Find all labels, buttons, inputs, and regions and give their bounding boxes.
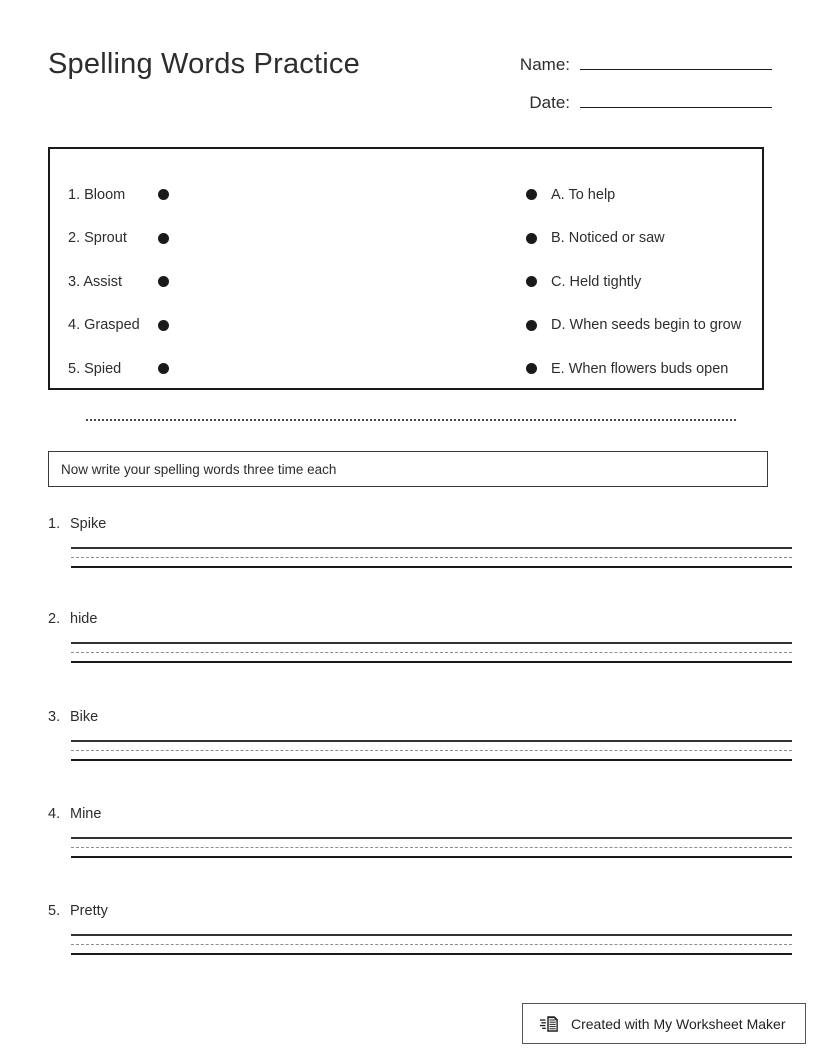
- matching-exercise-box: [48, 147, 764, 390]
- matching-term-row[interactable]: [68, 173, 169, 217]
- matching-definition-dot-icon[interactable]: [526, 233, 537, 244]
- handwriting-rules[interactable]: [71, 740, 792, 761]
- matching-definition-row[interactable]: [526, 173, 741, 217]
- practice-item-number: 5.: [48, 903, 61, 919]
- rule-line-top: [71, 547, 792, 549]
- handwriting-rules[interactable]: [71, 837, 792, 858]
- rule-line-baseline: [71, 856, 792, 858]
- name-field-row: [500, 52, 772, 75]
- handwriting-rules[interactable]: [71, 547, 792, 568]
- rule-line-midline-dashed: [71, 652, 792, 653]
- date-field-label: Date:: [529, 93, 570, 112]
- rule-line-midline-dashed: [71, 944, 792, 945]
- practice-item-number: 2.: [48, 611, 61, 627]
- rule-line-top: [71, 837, 792, 839]
- rule-line-top: [71, 934, 792, 936]
- rule-line-baseline: [71, 566, 792, 568]
- instruction-box: [48, 451, 768, 487]
- matching-term-dot-icon[interactable]: [158, 233, 169, 244]
- matching-definition-label: E. When flowers buds open: [551, 360, 729, 377]
- created-with-badge-text: Created with My Worksheet Maker: [571, 1015, 786, 1032]
- matching-definition-dot-icon[interactable]: [526, 189, 537, 200]
- matching-term-dot-icon[interactable]: [158, 189, 169, 200]
- practice-item-heading: [48, 709, 792, 725]
- practice-item-word: Pretty: [70, 903, 108, 919]
- matching-terms-column: [68, 173, 169, 391]
- practice-item: [48, 903, 792, 919]
- matching-term-dot-icon[interactable]: [158, 320, 169, 331]
- matching-term-label: 5. Spied: [68, 360, 122, 377]
- practice-item-number: 4.: [48, 806, 61, 822]
- rule-line-top: [71, 642, 792, 644]
- rule-line-baseline: [71, 953, 792, 955]
- instruction-text: Now write your spelling words three time each: [61, 461, 337, 477]
- practice-item: [48, 611, 792, 627]
- matching-term-dot-icon[interactable]: [158, 276, 169, 287]
- name-field-label: Name:: [519, 55, 570, 74]
- page-title: Spelling Words Practice: [48, 48, 360, 80]
- matching-definition-row[interactable]: [526, 217, 741, 261]
- matching-term-label: 4. Grasped: [68, 317, 140, 334]
- matching-term-label: 1. Bloom: [68, 186, 126, 203]
- practice-item: [48, 806, 792, 822]
- section-divider: [86, 419, 736, 421]
- practice-item-word: Mine: [70, 806, 102, 822]
- practice-item-word: Spike: [70, 516, 107, 532]
- practice-item-word: hide: [70, 611, 98, 627]
- matching-term-label: 2. Sprout: [68, 230, 127, 247]
- matching-definition-row[interactable]: [526, 347, 741, 391]
- matching-definition-dot-icon[interactable]: [526, 320, 537, 331]
- practice-item-heading: [48, 903, 792, 919]
- matching-definitions-column: [526, 173, 741, 391]
- practice-item: [48, 516, 792, 532]
- practice-item-word: Bike: [70, 709, 99, 725]
- handwriting-rules[interactable]: [71, 934, 792, 955]
- handwriting-rules[interactable]: [71, 642, 792, 663]
- practice-item-heading: [48, 516, 792, 532]
- matching-definition-label: A. To help: [551, 186, 616, 203]
- rule-line-midline-dashed: [71, 557, 792, 558]
- rule-line-top: [71, 740, 792, 742]
- matching-definition-dot-icon[interactable]: [526, 363, 537, 374]
- matching-definition-row[interactable]: [526, 260, 741, 304]
- matching-definition-label: B. Noticed or saw: [551, 230, 665, 247]
- practice-item-number: 3.: [48, 709, 61, 725]
- matching-term-row[interactable]: [68, 347, 169, 391]
- matching-term-dot-icon[interactable]: [158, 363, 169, 374]
- matching-term-row[interactable]: [68, 304, 169, 348]
- created-with-badge[interactable]: [522, 1003, 806, 1044]
- matching-term-row[interactable]: [68, 260, 169, 304]
- rule-line-baseline: [71, 661, 792, 663]
- worksheet-maker-logo-icon: [539, 1013, 561, 1035]
- matching-term-row[interactable]: [68, 217, 169, 261]
- practice-item-heading: [48, 611, 792, 627]
- name-field-input[interactable]: [580, 52, 772, 70]
- rule-line-midline-dashed: [71, 750, 792, 751]
- matching-definition-label: D. When seeds begin to grow: [551, 317, 742, 334]
- matching-term-label: 3. Assist: [68, 273, 122, 290]
- date-field-row: [500, 90, 772, 113]
- practice-item: [48, 709, 792, 725]
- matching-definition-label: C. Held tightly: [551, 273, 642, 290]
- date-field-input[interactable]: [580, 90, 772, 108]
- matching-definition-row[interactable]: [526, 304, 741, 348]
- matching-definition-dot-icon[interactable]: [526, 276, 537, 287]
- rule-line-midline-dashed: [71, 847, 792, 848]
- practice-item-heading: [48, 806, 792, 822]
- rule-line-baseline: [71, 759, 792, 761]
- practice-item-number: 1.: [48, 516, 61, 532]
